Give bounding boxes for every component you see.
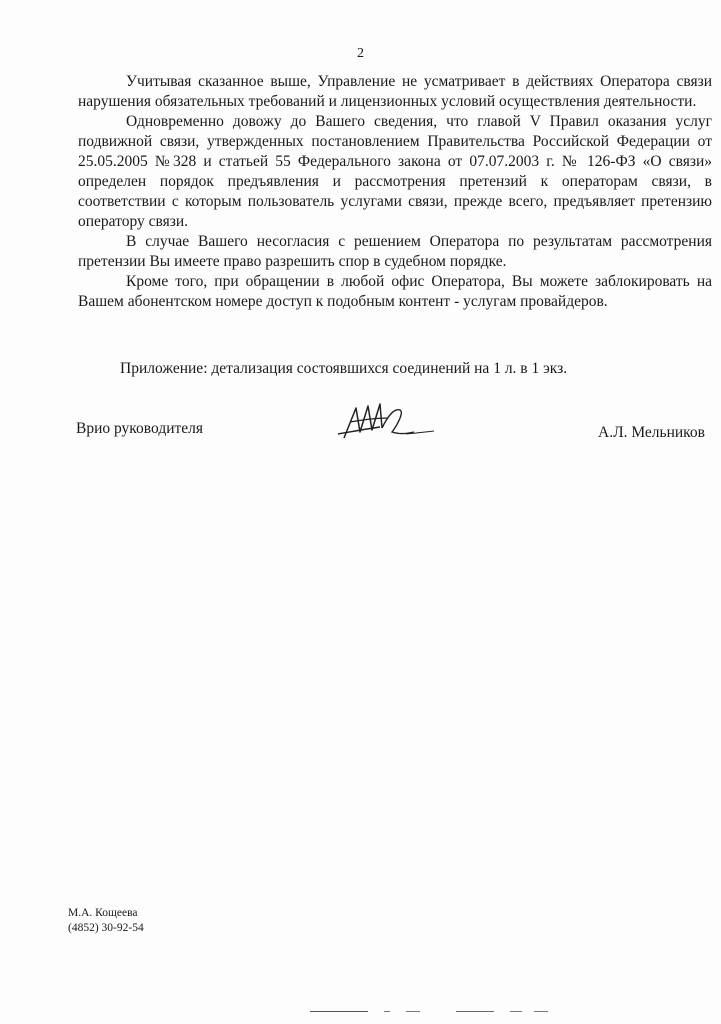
attachment-note: Приложение: детализация состоявшихся соединений на 1 л. в 1 экз. [120, 360, 568, 377]
signatory-name: А.Л. Мельников [598, 424, 705, 441]
letter-body [78, 72, 712, 312]
executor-phone: (4852) 30-92-54 [68, 922, 144, 934]
paragraph-court: В случае Вашего несогласия с решением Оператора по результатам рассмотрения претензии Вы имеете право разрешить спор в судебном порядке. [78, 233, 712, 270]
handwritten-signature [336, 398, 436, 444]
paragraph-blocking: Кроме того, при обращении в любой офис Оператора, Вы можете заблокировать на Вашем абонентском номере доступ к подобным контент - услугам провайдеров. [78, 273, 712, 310]
page-number: 2 [357, 46, 364, 61]
executor-name: М.А. Кощеева [68, 907, 138, 919]
paragraph-conclusion: Учитывая сказанное выше, Управление не усматривает в действиях Оператора связи нарушения обязательных требований и лицензионных условий осуществления деятельности. [78, 73, 712, 110]
executor-block [68, 906, 144, 936]
paragraph-regulations: Одновременно довожу до Вашего сведения, что главой V Правил оказания услуг подвижной связи, утвержденных постановлением Правительства Российской Федерации от 25.05.2005 №328 и статьей 55 Федерального закона от 07.07.2003 г. № 126-ФЗ «О связи» определен порядок предъявления и рассмотрения претензий к операторам связи, в соответствии с которым пользователь услугами связи, прежде всего, предъявляет претензию оператору связи. [78, 113, 712, 230]
signatory-title: Врио руководителя [76, 420, 204, 437]
scan-artifact-marks [310, 1010, 570, 1014]
